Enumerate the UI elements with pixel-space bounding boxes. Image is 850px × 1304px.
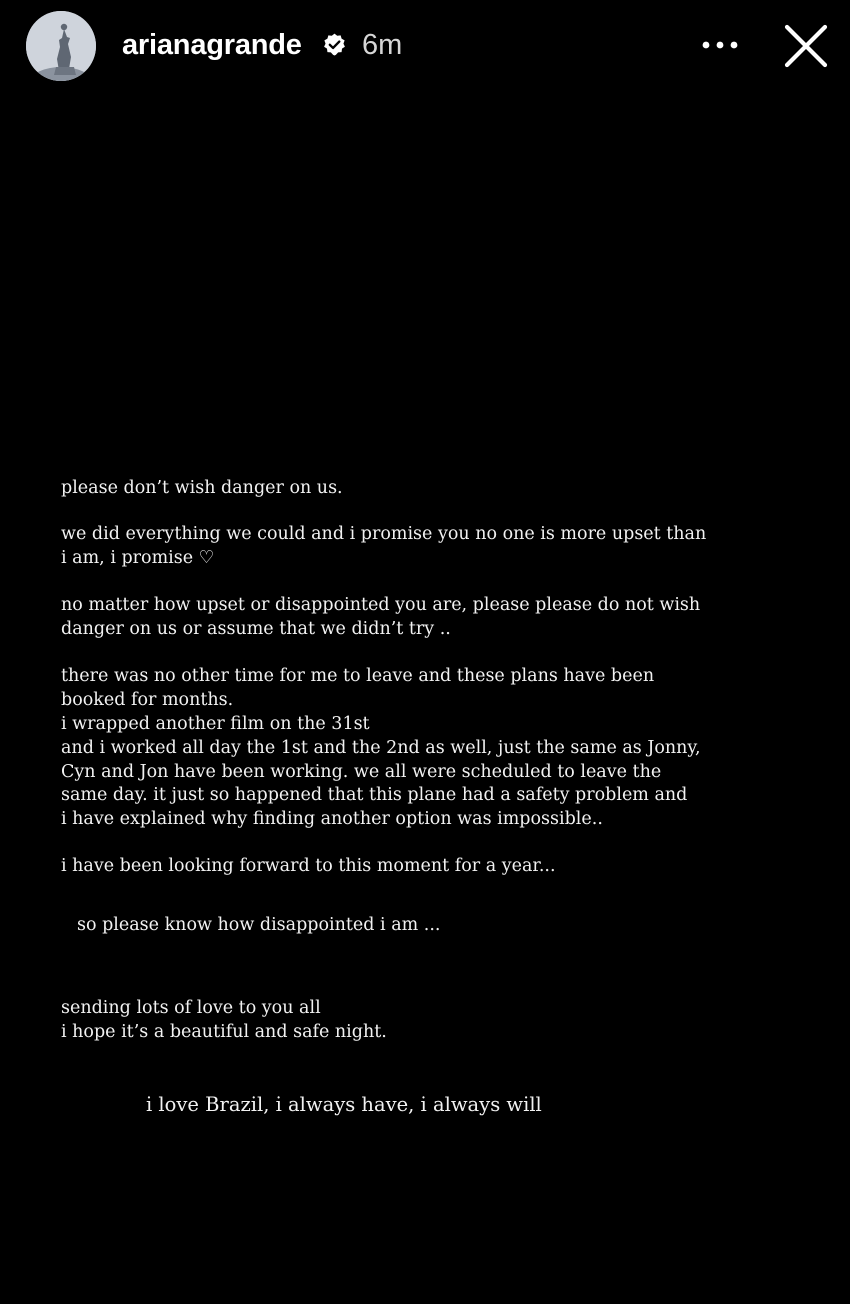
story-text-line: i have explained why finding another option was impossible..: [61, 809, 603, 829]
story-text-line: i wrapped another film on the 31st: [61, 714, 370, 734]
story-text-line: i love Brazil, i always have, i always will: [146, 1093, 542, 1116]
story-text-line: i have been looking forward to this moment for a year...: [61, 856, 556, 876]
story-text-line: i hope it’s a beautiful and safe night.: [61, 1022, 387, 1042]
story-text-line: danger on us or assume that we didn’t try ..: [61, 619, 451, 639]
story-text-line: no matter how upset or disappointed you are, please please do not wish: [61, 595, 701, 615]
story-timestamp: 6m: [362, 29, 403, 61]
story-text-line: and i worked all day the 1st and the 2nd as well, just the same as Jonny,: [61, 738, 701, 758]
story-text-line: same day. it just so happened that this plane had a safety problem and: [61, 785, 688, 805]
story-text-line: i am, i promise ♡: [61, 548, 215, 568]
story-text-line: we did everything we could and i promise you no one is more upset than: [61, 524, 707, 544]
story-text-line: sending lots of love to you all: [61, 998, 321, 1018]
story-text-line: booked for months.: [61, 690, 234, 710]
story-text-line: please don’t wish danger on us.: [61, 478, 343, 498]
story-text-line: so please know how disappointed i am ...: [77, 915, 441, 935]
story-text-line: there was no other time for me to leave and these plans have been: [61, 666, 655, 686]
story-text-line: Cyn and Jon have been working. we all were scheduled to leave the: [61, 762, 662, 782]
username[interactable]: arianagrande: [122, 29, 302, 61]
